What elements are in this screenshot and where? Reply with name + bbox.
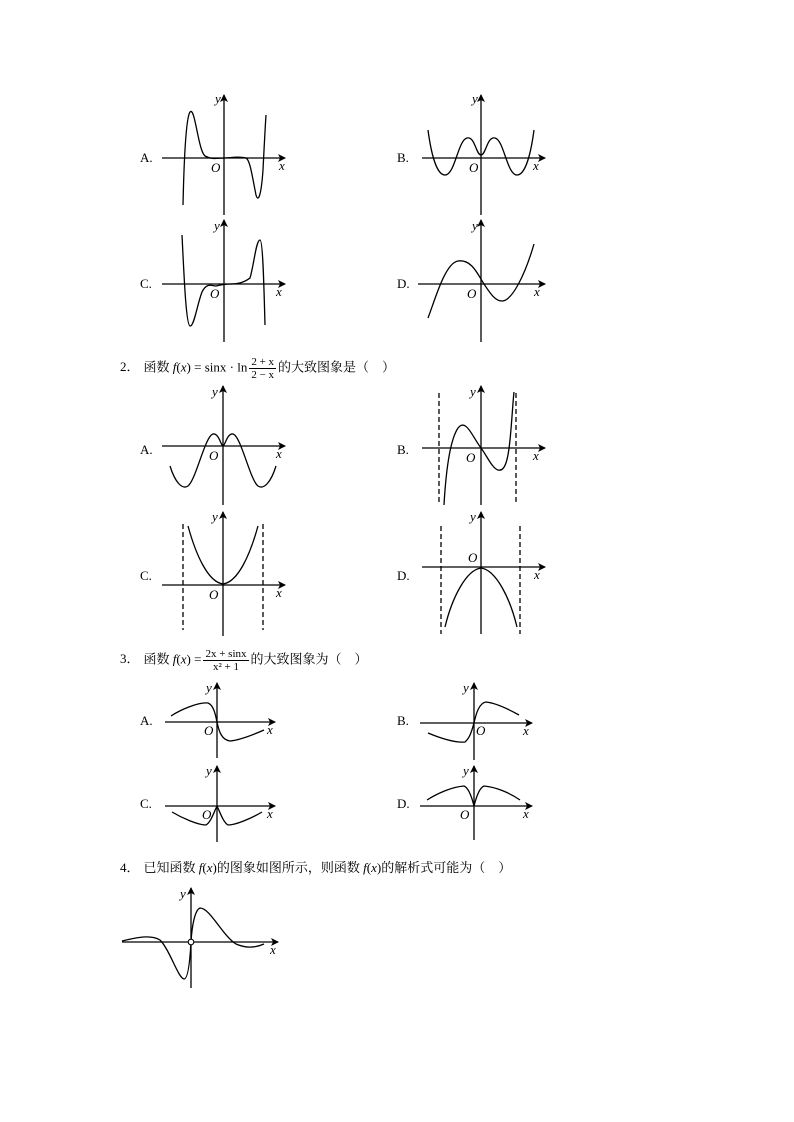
x-label: x [276, 284, 282, 299]
option-label-d: D. [397, 276, 410, 291]
question-number: 3． [120, 651, 140, 667]
fraction-numerator: 2 + x [251, 356, 275, 368]
y-label: y [206, 680, 212, 695]
origin-label: O [460, 807, 470, 822]
q1-graph-a [162, 95, 285, 215]
y-label: y [206, 763, 212, 778]
stem-suffix: 的大致图象是（ ） [278, 359, 396, 375]
y-label: y [470, 384, 476, 399]
func-var: x [180, 651, 187, 667]
option-label-d: D. [397, 796, 410, 811]
fraction [249, 356, 276, 381]
origin-label: O [469, 160, 479, 175]
y-label: y [463, 763, 469, 778]
y-label: y [470, 509, 476, 524]
x-label: x [523, 806, 529, 821]
func-var: x [371, 860, 377, 875]
origin-label: O [468, 550, 478, 565]
q3-graph-d [420, 766, 532, 840]
q3-graph-a [165, 683, 275, 758]
question-number: 4． [120, 860, 140, 875]
fraction-denominator: x² + 1 [212, 661, 239, 673]
fraction-numerator: 2x + sinx [205, 648, 247, 660]
q2-graph-a [162, 386, 285, 505]
func-name: f [172, 359, 177, 375]
func-name: f [198, 860, 203, 875]
origin-label: O [211, 160, 221, 175]
stem-prefix: 函数 [143, 359, 170, 375]
x-label: x [533, 158, 539, 173]
stem-prefix: 函数 [143, 651, 170, 667]
y-label: y [212, 509, 218, 524]
q2-graph-c [162, 512, 285, 636]
func-name: f [172, 651, 177, 667]
func-rhs: = [194, 651, 202, 667]
origin-label: O [209, 587, 219, 602]
stem-part-3: 的解析式可能为（ ） [381, 860, 512, 875]
func-rhs: = sinx · ln [194, 359, 248, 375]
stem-part-2: 的图象如图所示，则函数 [216, 860, 360, 875]
y-label: y [212, 384, 218, 399]
origin-label: O [210, 286, 220, 301]
x-label: x [279, 158, 285, 173]
origin-label: O [204, 723, 214, 738]
option-label-c: C. [140, 796, 152, 811]
q1-graph-b [422, 95, 545, 215]
option-label-b: B. [397, 442, 409, 457]
x-label: x [267, 806, 273, 821]
y-label: y [472, 91, 478, 106]
x-label: x [534, 567, 540, 582]
x-label: x [533, 448, 539, 463]
option-label-c: C. [140, 276, 152, 291]
func-name: f [363, 860, 367, 875]
q2-graph-d [422, 512, 545, 634]
q1-graph-d [418, 220, 545, 342]
question-2-stem: 2． 函数 f(x) = sinx · ln $\frac{2 + x}{2 - x}$ 的大致图象是（ ） [120, 356, 396, 381]
x-label: x [270, 942, 276, 957]
option-label-d: D. [397, 568, 410, 583]
fraction-denominator: 2 − x [251, 369, 275, 381]
question-3-stem: 3． 函数 f(x) = $\frac{2x + \sin x}{\text{x² + 1}}$ 的大致图象为（ ） [120, 648, 368, 673]
y-label: y [472, 218, 478, 233]
q4-graph [122, 888, 278, 988]
origin-label: O [467, 286, 477, 301]
stem-suffix: 的大致图象为（ ） [250, 651, 368, 667]
func-var: x [206, 860, 213, 875]
y-label: y [215, 91, 221, 106]
q2-graph-b [422, 386, 545, 505]
x-label: x [276, 585, 282, 600]
origin-label: O [209, 448, 219, 463]
q3-graph-c [165, 766, 275, 842]
origin-point [188, 939, 194, 945]
y-label: y [180, 886, 186, 901]
fraction [203, 648, 248, 673]
q3-graph-b [420, 683, 532, 760]
option-label-b: B. [397, 150, 409, 165]
x-label: x [276, 446, 282, 461]
x-label: x [267, 722, 273, 737]
origin-label: O [202, 807, 212, 822]
question-number: 2． [120, 359, 140, 375]
origin-label: O [466, 450, 476, 465]
y-label: y [463, 680, 469, 695]
option-label-c: C. [140, 568, 152, 583]
option-label-a: A. [140, 442, 153, 457]
q1-graph-c [162, 220, 285, 342]
option-label-a: A. [140, 713, 153, 728]
option-label-b: B. [397, 713, 409, 728]
stem-part-1: 已知函数 [143, 860, 196, 875]
origin-label: O [476, 723, 486, 738]
option-label-a: A. [140, 150, 153, 165]
x-label: x [523, 723, 529, 738]
y-label: y [214, 218, 220, 233]
x-label: x [534, 284, 540, 299]
func-var: x [180, 359, 187, 375]
question-4-stem: 4． 已知函数 f(x)的图象如图所示，则函数 f(x)的解析式可能为（ ） [120, 860, 512, 875]
